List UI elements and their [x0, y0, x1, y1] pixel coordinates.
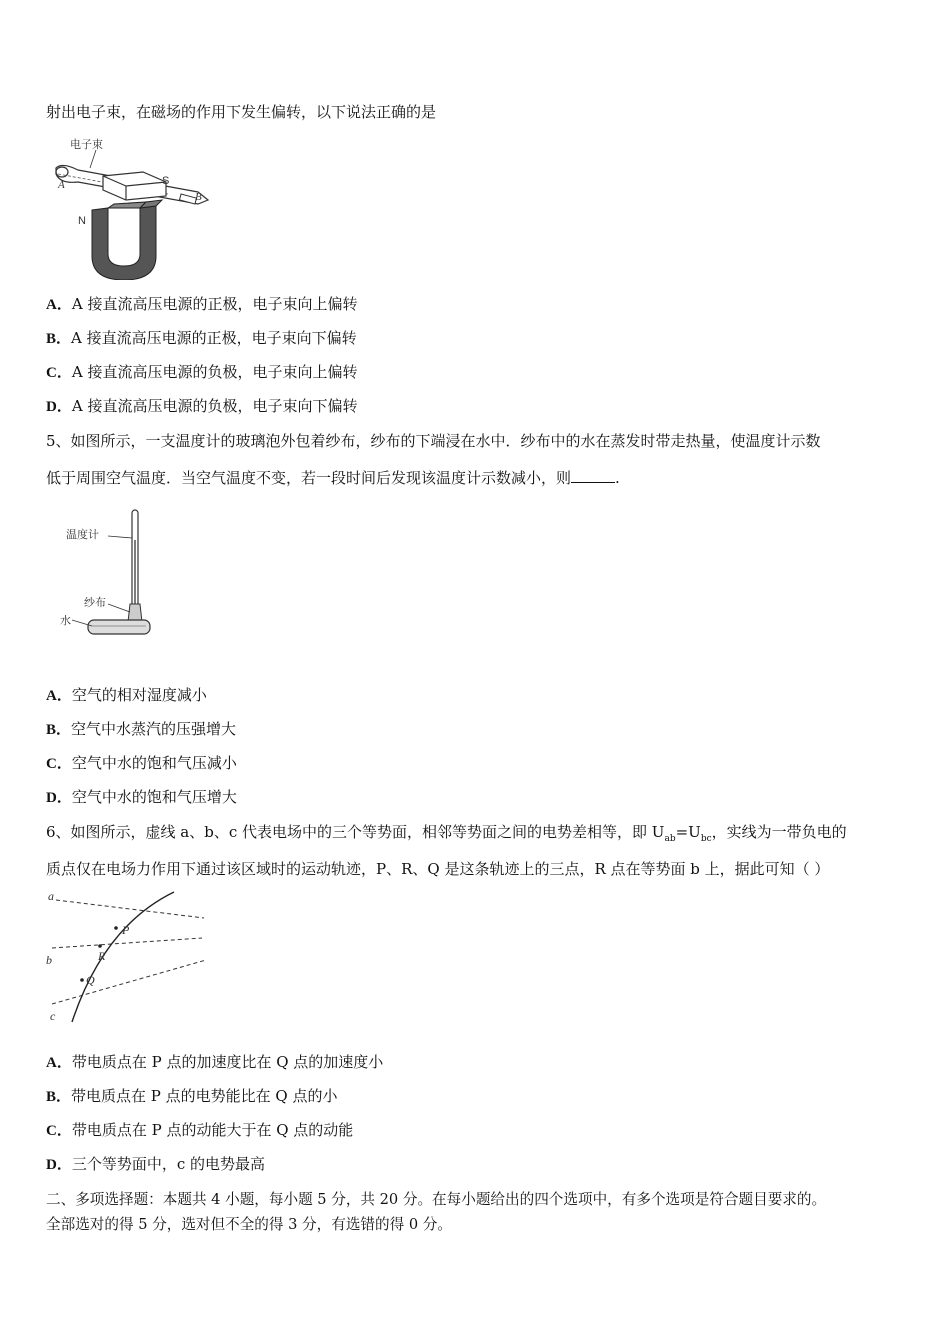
fig6-label-c: c: [50, 1009, 56, 1023]
q5-figure-thermometer: [58, 506, 168, 646]
section2-instructions-line1: 二、多项选择题：本题共 4 小题，每小题 5 分，共 20 分。在每小题给出的四个选项中，有多个选项是符合题目要求的。: [46, 1191, 827, 1208]
q5-answer-blank[interactable]: [571, 468, 615, 483]
q6-option-d[interactable]: D．三个等势面中，c 的电势最高: [46, 1155, 266, 1173]
fig4-label-beam: 电子束: [70, 138, 103, 151]
q4-option-d[interactable]: D．A 接直流高压电源的负极，电子束向下偏转: [46, 397, 358, 415]
q4-figure-electron-tube: [48, 134, 218, 280]
q6-option-b[interactable]: B．带电质点在 P 点的电势能比在 Q 点的小: [46, 1087, 338, 1105]
fig6-label-a: a: [48, 889, 54, 903]
q4-option-c[interactable]: C．A 接直流高压电源的负极，电子束向上偏转: [46, 363, 358, 381]
fig5-label-water: 水: [60, 614, 71, 627]
section2-instructions-line2: 全部选对的得 5 分，选对但不全的得 3 分，有选错的得 0 分。: [46, 1216, 452, 1233]
fig4-label-a: A: [58, 179, 65, 191]
q6-option-c[interactable]: C．带电质点在 P 点的动能大于在 Q 点的动能: [46, 1121, 354, 1139]
q5-option-b[interactable]: B．空气中水蒸汽的压强增大: [46, 720, 237, 738]
q4-option-b[interactable]: B．A 接直流高压电源的正极，电子束向下偏转: [46, 329, 357, 347]
fig6-label-b: b: [46, 953, 52, 967]
q5-stem-line1: 5、如图所示，一支温度计的玻璃泡外包着纱布，纱布的下端浸在水中．纱布中的水在蒸发时带走热量，使温度计示数: [46, 432, 821, 450]
q4-stem: 射出电子束，在磁场的作用下发生偏转，以下说法正确的是: [46, 103, 437, 121]
q5-option-c[interactable]: C．空气中水的饱和气压减小: [46, 754, 237, 772]
fig6-label-r: R: [98, 949, 106, 963]
fig4-label-b: B: [195, 191, 202, 203]
fig4-label-n: N: [78, 215, 86, 227]
q4-option-a[interactable]: A．A 接直流高压电源的正极，电子束向上偏转: [46, 295, 358, 313]
q6-stem-line2: 质点仅在电场力作用下通过该区域时的运动轨迹，P、R、Q 是这条轨迹上的三点，R 点在等势面 b 上，据此可知（ ）: [46, 860, 830, 878]
q6-figure-equipotential: [44, 886, 210, 1026]
q6-option-a[interactable]: A．带电质点在 P 点的加速度比在 Q 点的加速度小: [46, 1053, 384, 1071]
q5-option-d[interactable]: D．空气中水的饱和气压增大: [46, 788, 237, 806]
q6-stem-line1: 6、如图所示，虚线 a、b、c 代表电场中的三个等势面，相邻等势面之间的电势差相等，即 $U_{ab}=U_{bc}$，实线为一带负电的: [46, 823, 847, 844]
fig6-label-p: P: [122, 923, 130, 937]
fig5-label-thermometer: 温度计: [66, 528, 99, 541]
fig4-label-s: S: [162, 175, 170, 187]
fig5-label-gauze: 纱布: [84, 596, 106, 609]
q5-stem-line2: 低于周围空气温度．当空气温度不变，若一段时间后发现该温度计示数减小，则 .: [46, 469, 620, 487]
fig6-label-q: Q: [86, 973, 95, 987]
q5-option-a[interactable]: A．空气的相对湿度减小: [46, 686, 207, 704]
